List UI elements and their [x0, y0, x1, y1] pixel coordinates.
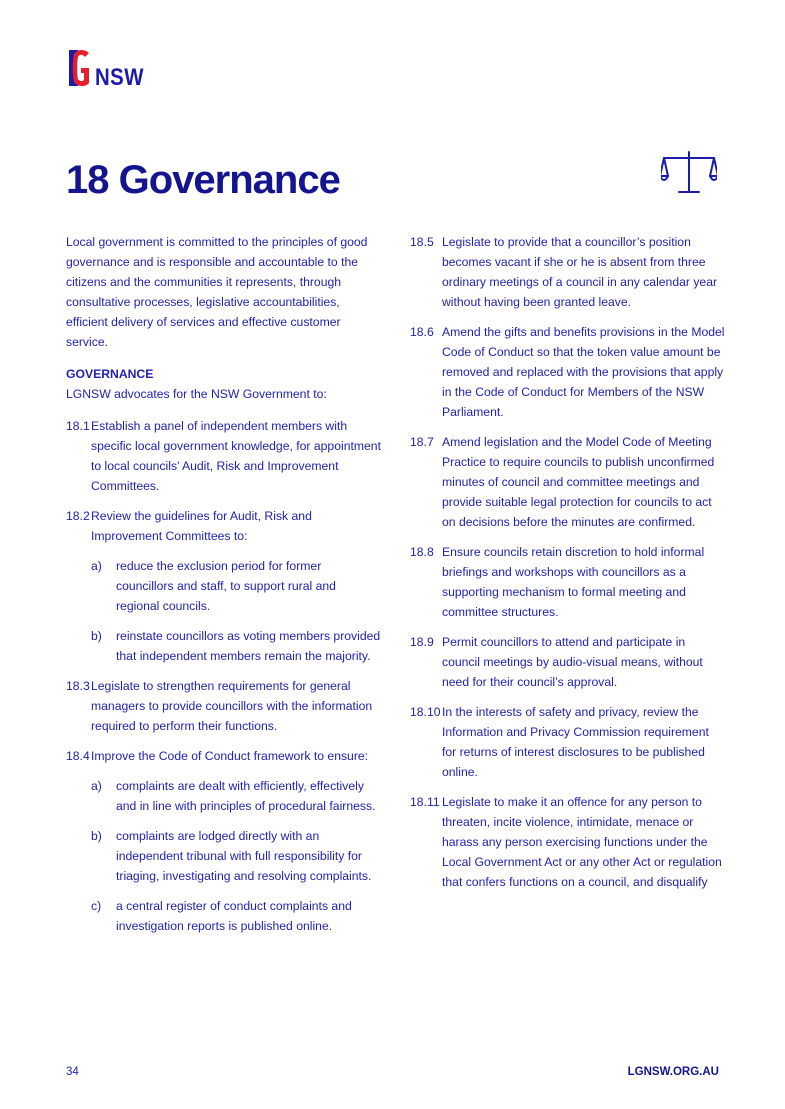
item-number: 18.10 — [410, 705, 441, 719]
item-number: 18.4 — [66, 749, 90, 763]
sub-item — [91, 826, 382, 886]
sub-item-letter: c) — [91, 899, 102, 913]
sub-item — [91, 556, 382, 616]
intro-paragraph: Local government is committed to the principles of good governance and is responsible and accountable to the citizens and the communities it represents, through consultative processes, legislative accountabilities, efficient delivery of services and effective customer service. — [66, 235, 368, 349]
item-number: 18.6 — [410, 325, 434, 339]
left-column — [66, 232, 382, 946]
policy-item-18-5 — [410, 232, 725, 312]
scales-of-justice-icon — [661, 150, 717, 196]
policy-item-18-7 — [410, 432, 725, 532]
policy-item-18-3 — [66, 676, 382, 736]
section-heading: GOVERNANCE — [66, 367, 154, 381]
item-text: Legislate to make it an offence for any person to threaten, incite violence, intimidate, menace or harass any person exercising functions under the Local Government Act or any other Act or regulation that confers functions on a council, and disqualify — [442, 795, 722, 889]
item-number: 18.5 — [410, 235, 434, 249]
sub-item — [91, 776, 382, 816]
lgnsw-logo-mark-icon — [66, 46, 93, 90]
item-number: 18.3 — [66, 679, 90, 693]
item-text: Amend the gifts and benefits provisions in the Model Code of Conduct so that the token value amount be removed and replaced with the provisions that apply in the Code of Conduct for Members of the NSW Parliament. — [442, 325, 725, 419]
section-lead: LGNSW advocates for the NSW Government to: — [66, 387, 327, 401]
policy-item-18-2 — [66, 506, 382, 546]
page-title: 18 Governance — [66, 158, 340, 202]
sub-item-letter: a) — [91, 559, 102, 573]
right-column — [410, 232, 725, 902]
website-link[interactable]: LGNSW.ORG.AU — [627, 1066, 719, 1078]
item-number: 18.1 — [66, 419, 90, 433]
item-number: 18.2 — [66, 509, 90, 523]
item-text: Legislate to strengthen requirements for general managers to provide councillors with the information required to perform their functions. — [91, 679, 373, 733]
logo-wordmark: NSW — [95, 64, 144, 91]
policy-item-18-6 — [410, 322, 725, 422]
item-text: Improve the Code of Conduct framework to ensure: — [91, 749, 369, 763]
item-text: Permit councillors to attend and participate in council meetings by audio-visual means, without need for their council’s approval. — [442, 635, 703, 689]
item-text: Ensure councils retain discretion to hold informal briefings and workshops with councillors as a supporting mechanism to formal meeting and committee structures. — [442, 545, 705, 619]
item-text: Review the guidelines for Audit, Risk and Improvement Committees to: — [91, 509, 312, 543]
policy-item-18-10 — [410, 702, 725, 782]
page-number: 34 — [66, 1066, 79, 1078]
item-text: In the interests of safety and privacy, review the Information and Privacy Commission requirement for returns of interest disclosures to be published online. — [442, 705, 709, 779]
item-text: Legislate to provide that a councillor’s position becomes vacant if she or he is absent from three ordinary meetings of a council in any calendar year without having been granted leave. — [442, 235, 718, 309]
sub-item-letter: a) — [91, 779, 102, 793]
policy-item-18-11 — [410, 792, 725, 892]
policy-item-18-8 — [410, 542, 725, 622]
item-text: Establish a panel of independent members with specific local government knowledge, for appointment to local councils’ Audit, Risk and Improvement Committees. — [91, 419, 381, 493]
lgnsw-logo[interactable] — [66, 44, 153, 90]
sub-item-letter: b) — [91, 629, 102, 643]
item-text: Amend legislation and the Model Code of Meeting Practice to require councils to publish unconfirmed minutes of council and committee meetings and provide suitable legal protection for councils to act on decisions before the minutes are confirmed. — [442, 435, 715, 529]
item-number: 18.7 — [410, 435, 434, 449]
sub-item-text: complaints are dealt with efficiently, effectively and in line with principles of procedural fairness. — [116, 779, 376, 813]
policy-item-18-1 — [66, 416, 382, 496]
item-number: 18.9 — [410, 635, 434, 649]
sub-item-text: reduce the exclusion period for former councillors and staff, to support rural and regional councils. — [116, 559, 336, 613]
sub-item — [91, 626, 382, 666]
sub-item — [91, 896, 382, 936]
item-number: 18.11 — [410, 795, 440, 809]
sub-item-text: complaints are lodged directly with an independent tribunal with full responsibility for triaging, investigating and resolving complaints. — [116, 829, 372, 883]
sub-item-letter: b) — [91, 829, 102, 843]
policy-item-18-9 — [410, 632, 725, 692]
sub-item-text: a central register of conduct complaints and investigation reports is published online. — [116, 899, 352, 933]
policy-item-18-4 — [66, 746, 382, 766]
item-number: 18.8 — [410, 545, 434, 559]
sub-item-text: reinstate councillors as voting members provided that independent members remain the majority. — [116, 629, 381, 663]
